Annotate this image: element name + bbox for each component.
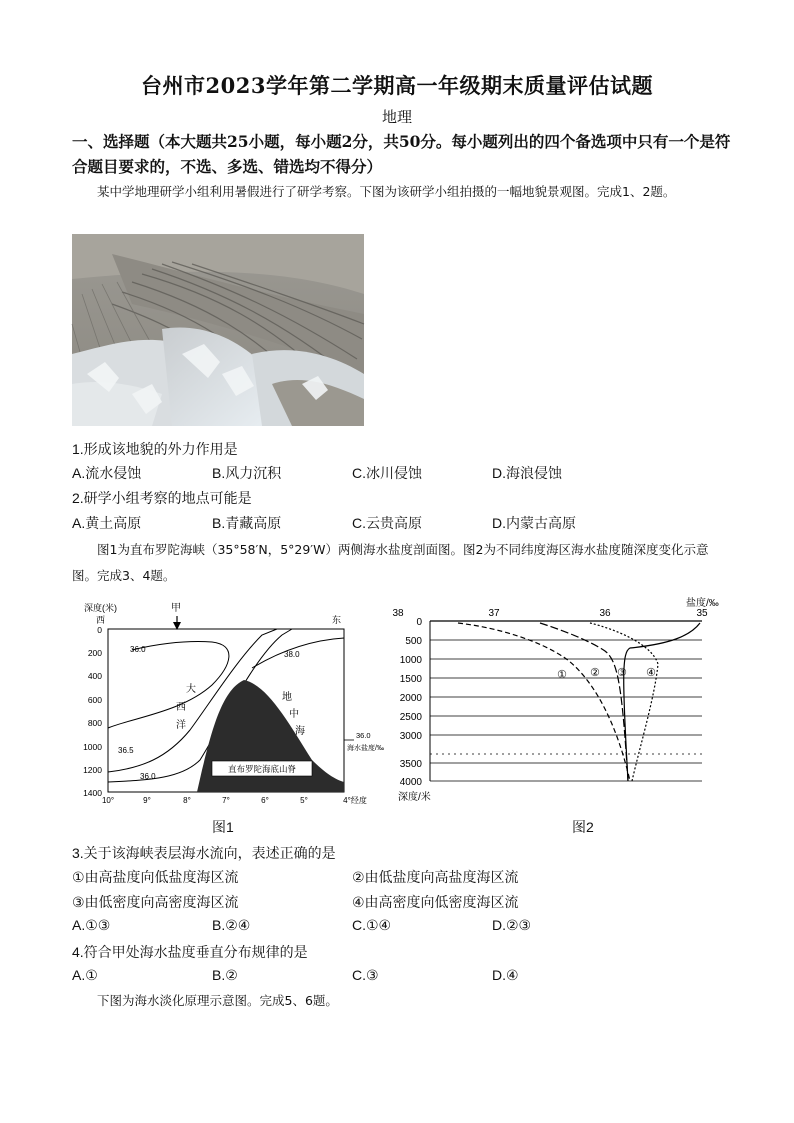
fig1-med-label: 中	[289, 709, 299, 720]
q3-statement-1: ①由高盐度向低盐度海区流	[72, 869, 239, 885]
fig2-ytick: 0	[416, 617, 422, 628]
fig1-atlantic-label: 西	[176, 702, 186, 713]
section-heading: 一、选择题（本大题共25小题，每小题2分，共50分。每小题列出的四个备选项中只有一个是符合题目要求的，不选、多选、错选均不得分）	[72, 132, 731, 176]
fig2-curve-3	[624, 623, 700, 781]
fig1-xtick: 4°经度	[343, 796, 367, 805]
q3-statement-2: ②由低盐度向高盐度海区流	[352, 869, 519, 885]
fig2-xtick: 36	[599, 608, 611, 619]
fig2-curve-label: ②	[590, 667, 600, 679]
figure-1-salinity-profile	[72, 600, 384, 806]
fig1-ytick: 200	[87, 648, 102, 658]
q4-option-a[interactable]: A.①	[72, 967, 98, 983]
question-2-stem: 2.研学小组考察的地点可能是	[72, 490, 252, 506]
fig1-ytick: 600	[87, 695, 102, 705]
question-3-stem: 3.关于该海峡表层海水流向，表述正确的是	[72, 845, 336, 861]
q2-option-d[interactable]: D.内蒙古高原	[492, 515, 576, 531]
q2-option-b[interactable]: B.青藏高原	[212, 515, 282, 531]
fig2-curve-1	[458, 623, 630, 781]
fig2-xtick: 38	[392, 608, 404, 619]
fig1-legend-value: 36.0	[356, 731, 371, 740]
fig2-ytick: 3500	[399, 759, 422, 770]
fig1-iso-label: 36.0	[130, 645, 146, 654]
isohaline-36-upper	[108, 642, 229, 728]
fig1-med-label: 地	[282, 692, 292, 703]
intro-q3-4: 图1为直布罗陀海峡（35°58′N，5°29′W）两侧海水盐度剖面图。图2为不同纬度海区海水盐度随深度变化示意图。完成3、4题。	[72, 542, 709, 583]
fig1-ytick: 800	[87, 718, 102, 728]
subject-label: 地理	[381, 108, 412, 126]
figure-2-caption: 图2	[572, 819, 594, 835]
fig1-atlantic-label: 大	[186, 684, 196, 695]
intro-q5-6: 下图为海水淡化原理示意图。完成5、6题。	[97, 993, 338, 1008]
fig1-iso-label: 38.0	[284, 650, 300, 659]
fig2-xtick: 35	[696, 608, 708, 619]
fig1-xtick: 10°	[101, 796, 115, 805]
q3-option-b[interactable]: B.②④	[212, 917, 251, 933]
figure-1-caption: 图1	[212, 819, 234, 835]
q3-option-a[interactable]: A.①③	[72, 917, 111, 933]
q2-option-a[interactable]: A.黄土高原	[72, 515, 142, 531]
q3-option-d[interactable]: D.②③	[492, 917, 532, 933]
q4-option-b[interactable]: B.②	[212, 967, 238, 983]
glacier-photo	[72, 234, 364, 426]
fig2-ytick: 2000	[399, 693, 422, 704]
q3-statement-3: ③由低密度向高密度海区流	[72, 894, 239, 910]
fig1-atlantic-label: 洋	[176, 720, 186, 731]
fig1-med-label: 海	[295, 726, 305, 737]
fig1-xtick: 6°	[261, 796, 269, 805]
figure-2-salinity-depth	[390, 596, 720, 806]
fig1-marker-jia: 甲	[171, 603, 181, 614]
fig2-curve-label: ①	[557, 669, 567, 681]
fig1-xtick: 7°	[222, 796, 230, 805]
fig1-west-label: 西	[96, 615, 106, 625]
exam-title: 台州市2023学年第二学期高一年级期末质量评估试题	[141, 73, 653, 98]
fig2-curve-label: ③	[617, 667, 627, 679]
q4-option-c[interactable]: C.③	[352, 967, 379, 983]
q3-statement-4: ④由高密度向低密度海区流	[352, 894, 519, 910]
fig1-iso-label: 36.5	[118, 746, 134, 755]
fig1-ytick: 1000	[83, 742, 102, 752]
fig2-ytick: 2500	[399, 712, 422, 723]
fig2-xtick: 37	[488, 608, 500, 619]
fig1-xtick: 8°	[183, 796, 191, 805]
fig1-y-title: 深度(米)	[84, 603, 117, 613]
q1-option-c[interactable]: C.冰川侵蚀	[352, 465, 422, 481]
q1-option-b[interactable]: B.风力沉积	[212, 465, 282, 481]
fig2-ytick: 4000	[399, 777, 422, 788]
question-4-stem: 4.符合甲处海水盐度垂直分布规律的是	[72, 944, 308, 960]
fig1-ytick: 0	[97, 625, 102, 635]
fig2-ytick: 1500	[399, 674, 422, 685]
fig1-ytick: 400	[87, 671, 102, 681]
q2-option-c[interactable]: C.云贵高原	[352, 515, 422, 531]
fig2-ytick: 500	[405, 636, 422, 647]
question-1-stem: 1.形成该地貌的外力作用是	[72, 441, 238, 457]
fig1-iso-label: 36.0	[140, 772, 156, 781]
q1-option-d[interactable]: D.海浪侵蚀	[492, 465, 562, 481]
q4-option-d[interactable]: D.④	[492, 967, 519, 983]
fig1-legend-text: 海水盐度/‰	[347, 745, 384, 752]
fig1-xtick: 9°	[143, 796, 151, 805]
fig1-ytick: 1200	[83, 765, 102, 775]
fig2-curve-2	[540, 623, 628, 781]
intro-q1-2: 某中学地理研学小组利用暑假进行了研学考察。下图为该研学小组拍摄的一幅地貌景观图。完成1、2题。	[97, 184, 676, 199]
fig2-ytick: 3000	[399, 731, 422, 742]
fig1-ytick: 1400	[83, 788, 102, 798]
fig2-curve-label: ④	[646, 667, 656, 679]
q1-option-a[interactable]: A.流水侵蚀	[72, 465, 142, 481]
fig2-ytick: 1000	[399, 655, 422, 666]
fig2-y-title: 深度/米	[398, 792, 431, 803]
fig1-east-label: 东	[332, 615, 342, 625]
fig1-ridge-label: 直布罗陀海底山脊	[227, 764, 297, 774]
fig2-x-title: 盐度/‰	[686, 598, 719, 609]
q3-option-c[interactable]: C.①④	[352, 917, 392, 933]
fig1-xtick: 5°	[300, 796, 308, 805]
